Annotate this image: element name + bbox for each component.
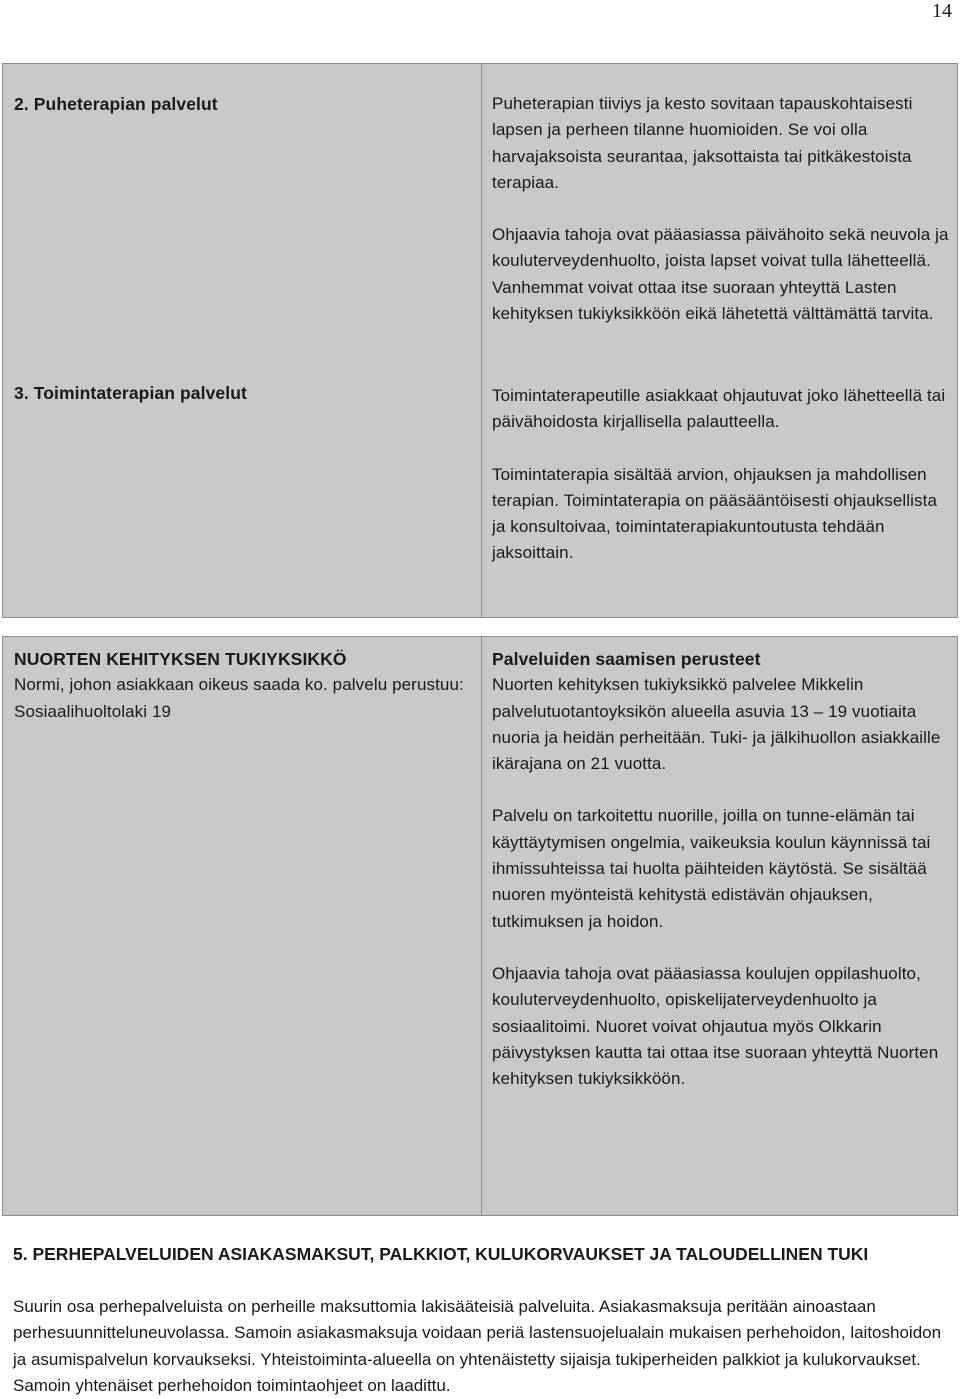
youth-unit-target-paragraph: Nuorten kehityksen tukiyksikkö palvelee Mikkelin palvelutuotantoyksikön alueella asuvia 13 – 19 vuotiaita nuoria ja heidän perheitään. Tuki- ja jälkihuollon asiakkaille ikärajana on 21 vuotta. xyxy=(492,675,941,774)
page-number: 14 xyxy=(932,0,952,22)
youth-unit-referral-paragraph: Ohjaavia tahoja ovat pääasiassa koulujen oppilashuolto, kouluterveydenhuolto, opiskelijaterveydenhuolto ja sosiaalitoimi. Nuoret voivat ohjautua myös Olkkarin päivystyksen kautta tai ottaa itse suoraan yhteyttä Nuorten kehityksen tukiyksikköön. xyxy=(492,963,939,1089)
speech-therapy-description xyxy=(492,91,954,327)
speech-therapy-referral-paragraph: Ohjaavia tahoja ovat pääasiassa päivähoito sekä neuvola ja kouluterveydenhuolto, joista lapset voivat tulla lähetteellä. Vanhemmat voivat ottaa itse suoraan yhteyttä Lasten kehityksen tukiyksikköön eikä lähetettä välttämättä tarvita. xyxy=(492,225,949,324)
services-table-block xyxy=(2,63,958,618)
youth-unit-legal-basis: Normi, johon asiakkaan oikeus saada ko. palvelu perustuu: Sosiaalihuoltolaki 19 xyxy=(14,675,464,721)
speech-therapy-intensity-paragraph: Puheterapian tiiviys ja kesto sovitaan tapauskohtaisesti lapsen ja perheen tilanne huomioiden. Se voi olla harvajaksoista seurantaa, jaksottaista tai pitkäkestoista terapiaa. xyxy=(492,94,913,192)
youth-unit-table-block xyxy=(2,636,958,1216)
speech-therapy-title: 2. Puheterapian palvelut xyxy=(14,94,218,114)
occupational-therapy-title: 3. Toimintaterapian palvelut xyxy=(14,383,247,403)
youth-unit-right-cell xyxy=(492,646,954,1092)
youth-unit-heading: NUORTEN KEHITYKSEN TUKIYKSIKKÖ xyxy=(14,649,347,669)
service-criteria-heading: Palveluiden saamisen perusteet xyxy=(492,649,761,669)
column-divider xyxy=(481,64,482,617)
occupational-therapy-description xyxy=(492,383,954,567)
occupational-therapy-referral-paragraph: Toimintaterapeutille asiakkaat ohjautuvat joko lähetteellä tai päivähoidosta kirjallisella palautteella. xyxy=(492,386,946,432)
youth-unit-left-cell xyxy=(14,646,464,725)
column-divider xyxy=(481,637,482,1215)
youth-unit-purpose-paragraph: Palvelu on tarkoitettu nuorille, joilla on tunne-elämän tai käyttäytymisen ongelmia, vaikeuksia koulun käynnissä tai ihmissuhteissa tai huolta päihteiden käytöstä. Se sisältää nuoren myönteistä kehitystä edistävän ohjauksen, tutkimuksen ja hoidon. xyxy=(492,806,931,931)
section-5-body: Suurin osa perhepalveluista on perheille maksuttomia lakisääteisiä palveluita. Asiakasmaksuja peritään ainoastaan perhesuunnitteluneuvolassa. Samoin asiakasmaksuja voidaan periä lastensuojelualain mukaisen perhehoidon, laitoshoidon ja asumispalvelun korvaukseksi. Yhteistoiminta-alueella on yhtenäistetty sijaisja tukiperheiden palkkiot ja kulukorvaukset. Samoin yhtenäiset perhehoidon toimintaohjeet on laadittu. xyxy=(13,1297,942,1395)
section-5-title: 5. PERHEPALVELUIDEN ASIAKASMAKSUT, PALKKIOT, KULUKORVAUKSET JA TALOUDELLINEN TUKI xyxy=(13,1244,869,1264)
occupational-therapy-content-paragraph: Toimintaterapia sisältää arvion, ohjauksen ja mahdollisen terapian. Toimintaterapia on pääsääntöisesti ohjauksellista ja konsultoivaa, toimintaterapiakuntoutusta tehdään jaksoittain. xyxy=(492,464,938,563)
